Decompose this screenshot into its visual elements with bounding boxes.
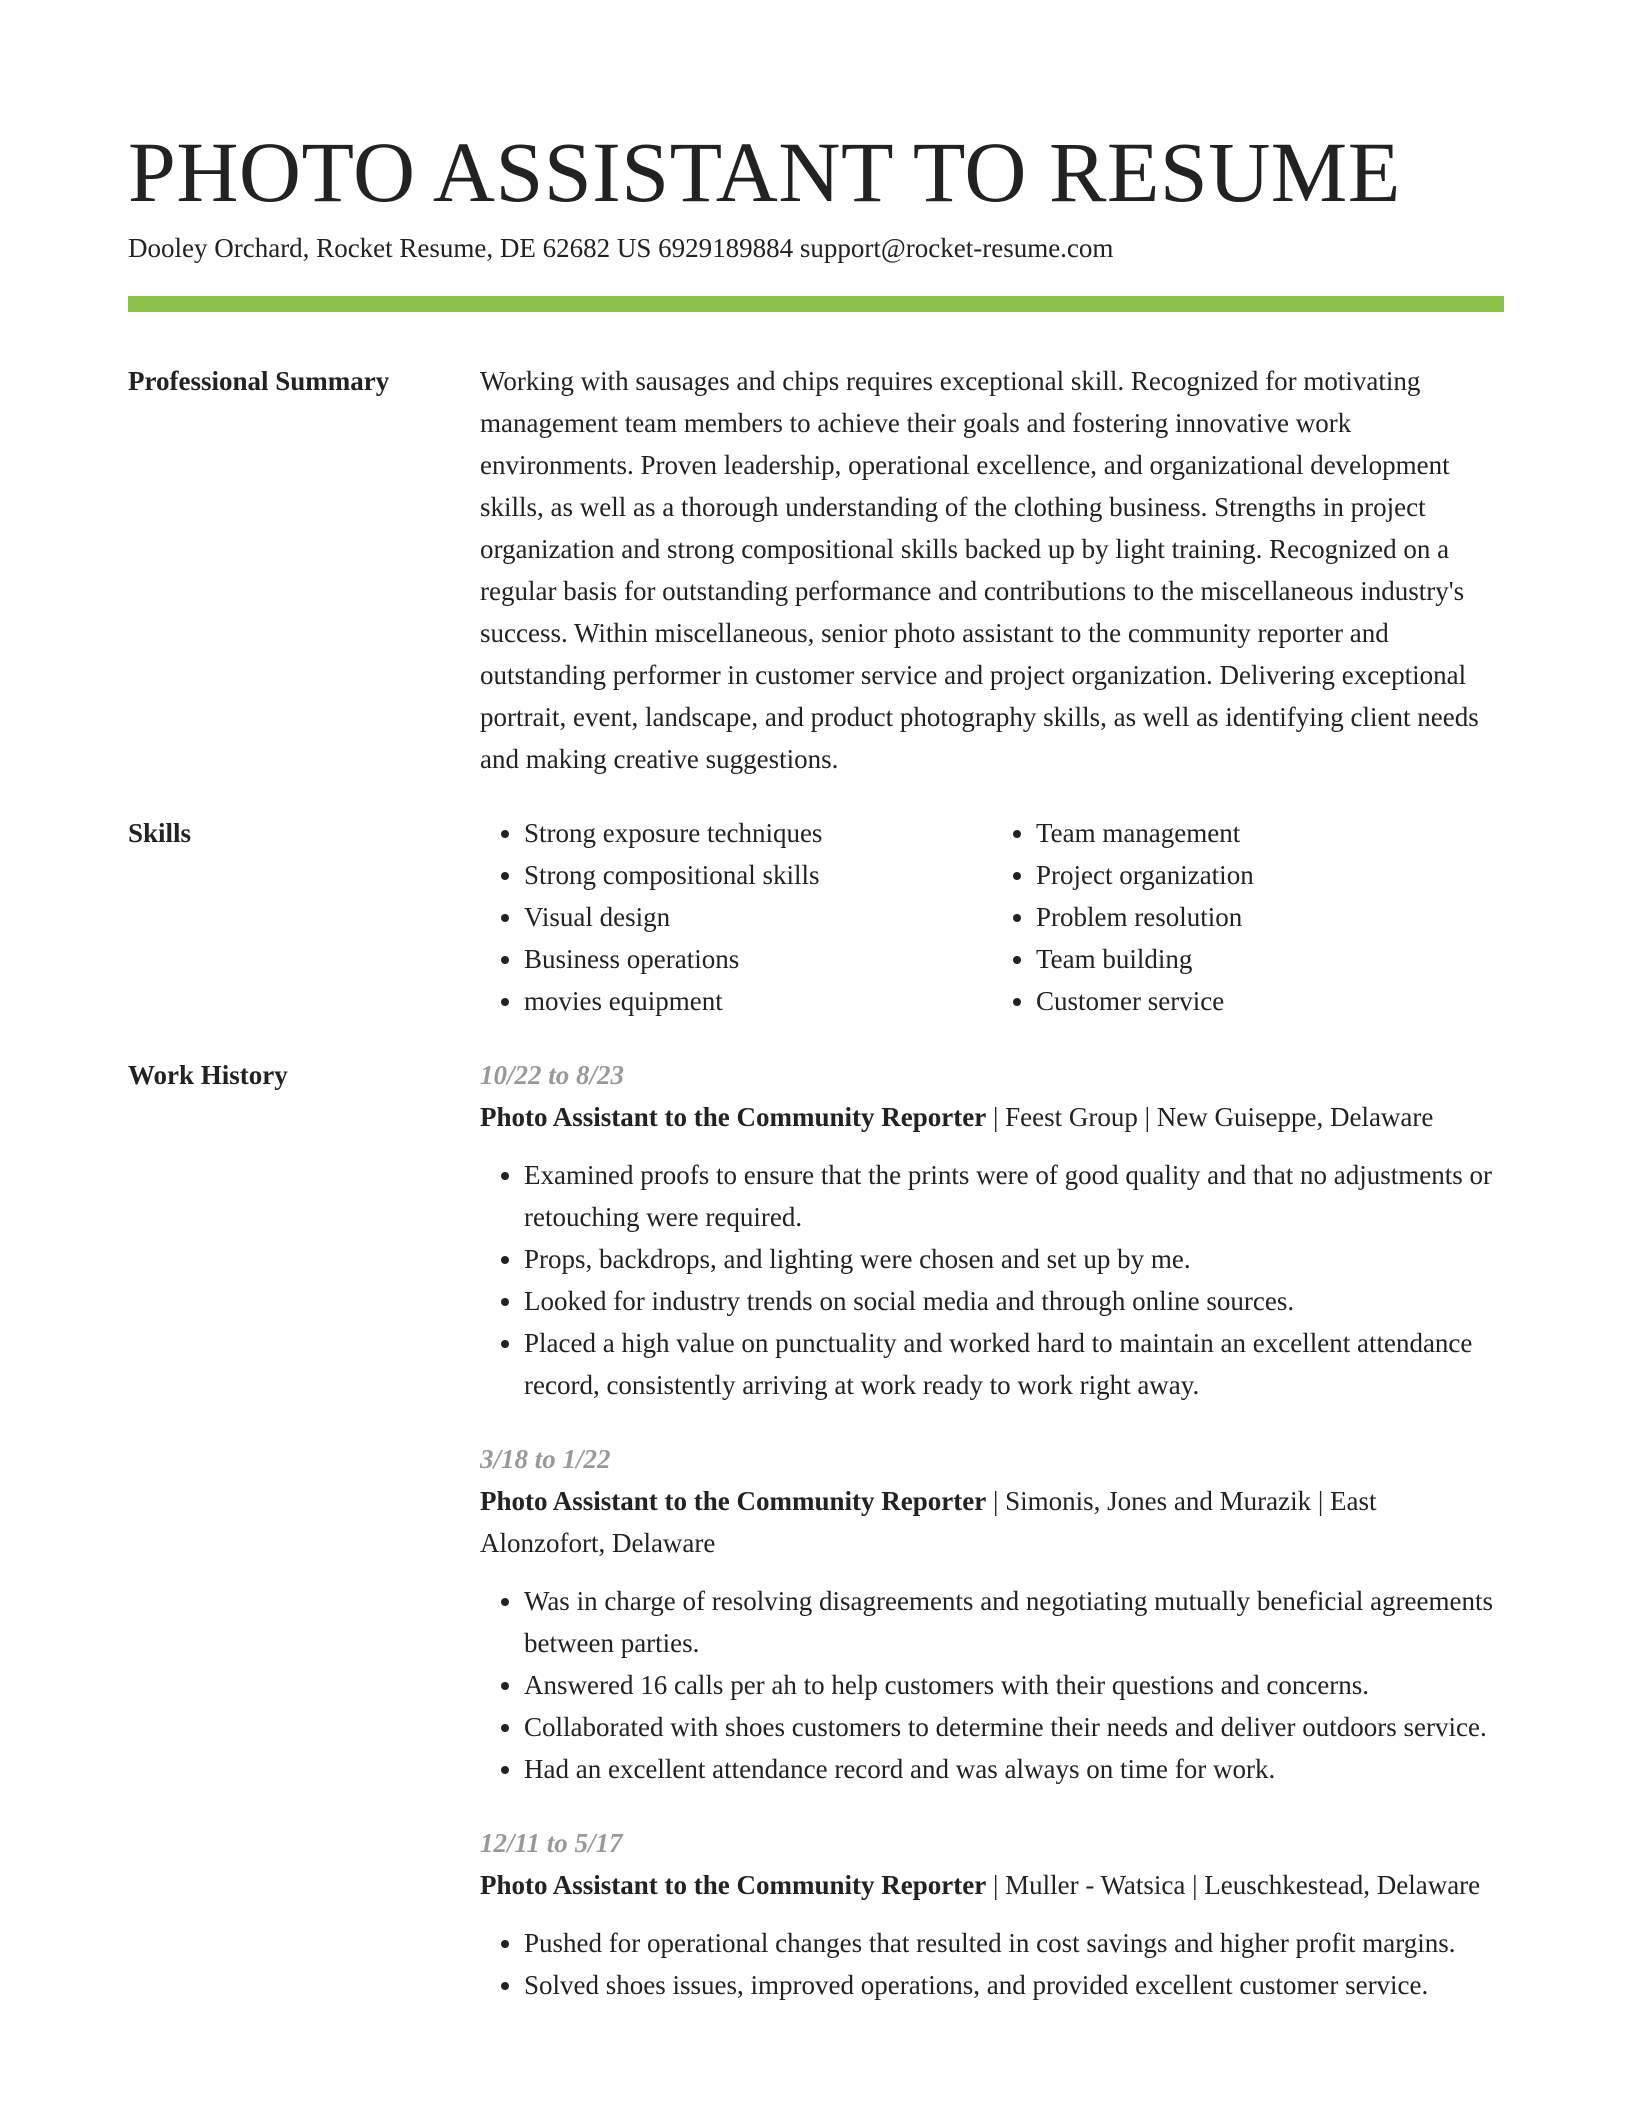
work-history-body	[480, 1054, 1504, 2006]
job-bullets	[480, 1922, 1504, 2006]
job-bullets	[480, 1580, 1504, 1790]
job-details: | Muller - Watsica | Leuschkestead, Delaware	[986, 1870, 1481, 1900]
skills-heading: Skills	[128, 818, 192, 848]
skill-item: • Visual design	[524, 896, 992, 938]
summary-text: Working with sausages and chips requires exceptional skill. Recognized for motivating management team members to achieve their goals and fostering innovative work environments. Proven leadership, operational excellence, and organizational development skills, as well as a thorough understanding of the clothing business. Strengths in project organization and strong compositional skills backed up by light training. Recognized on a regular basis for outstanding performance and contributions to the miscellaneous industry's success. Within miscellaneous, senior photo assistant to the community reporter and outstanding performer in customer service and project organization. Delivering exceptional portrait, event, landscape, and product photography skills, as well as identifying client needs and making creative suggestions.	[480, 366, 1479, 774]
job-bullet: • Solved shoes issues, improved operations, and provided excellent customer service.	[524, 1964, 1504, 2006]
resume-title: PHOTO ASSISTANT TO RESUME	[128, 124, 1401, 220]
skill-item: • Project organization	[1036, 854, 1504, 896]
job-bullet: • Examined proofs to ensure that the prints were of good quality and that no adjustments or retouching were required.	[524, 1154, 1504, 1238]
job-bullet: • Was in charge of resolving disagreements and negotiating mutually beneficial agreements between parties.	[524, 1580, 1504, 1664]
job-dates: 12/11 to 5/17	[480, 1828, 623, 1858]
job-bullet: • Looked for industry trends on social media and through online sources.	[524, 1280, 1504, 1322]
job-bullet: • Props, backdrops, and lighting were chosen and set up by me.	[524, 1238, 1504, 1280]
job-title-line	[480, 1864, 1504, 1906]
summary-heading: Professional Summary	[128, 366, 390, 396]
job-dates: 10/22 to 8/23	[480, 1060, 625, 1090]
work-history-heading: Work History	[128, 1060, 288, 1090]
skill-item: • Team management	[1036, 812, 1504, 854]
summary-section	[128, 360, 1504, 780]
skill-item: • Problem resolution	[1036, 896, 1504, 938]
job-title-line	[480, 1480, 1504, 1564]
summary-body	[480, 360, 1504, 780]
skill-item: • Customer service	[1036, 980, 1504, 1022]
accent-divider	[128, 296, 1504, 312]
job-entry	[480, 1438, 1504, 1790]
job-role: Photo Assistant to the Community Reporter	[480, 1486, 987, 1516]
job-entry	[480, 1822, 1504, 2006]
job-entry	[480, 1054, 1504, 1406]
job-bullet: • Collaborated with shoes customers to determine their needs and deliver outdoors service.	[524, 1706, 1504, 1748]
job-role: Photo Assistant to the Community Reporter	[480, 1870, 987, 1900]
work-history-section	[128, 1054, 1504, 2006]
skills-list-right	[992, 812, 1504, 1022]
resume-page	[128, 0, 1504, 2006]
job-bullet: • Pushed for operational changes that resulted in cost savings and higher profit margins.	[524, 1922, 1504, 1964]
skill-item: • Strong exposure techniques	[524, 812, 992, 854]
job-bullet: • Had an excellent attendance record and was always on time for work.	[524, 1748, 1504, 1790]
job-details: | Simonis, Jones and Murazik | East Alonzofort, Delaware	[480, 1486, 1377, 1558]
skills-section	[128, 812, 1504, 1022]
skills-list-left	[480, 812, 992, 1022]
job-title-line	[480, 1096, 1504, 1138]
contact-info: Dooley Orchard, Rocket Resume, DE 62682 US 6929189884 support@rocket-resume.com	[128, 233, 1114, 263]
job-role: Photo Assistant to the Community Reporter	[480, 1102, 987, 1132]
job-bullet: • Answered 16 calls per ah to help customers with their questions and concerns.	[524, 1664, 1504, 1706]
skill-item: • Team building	[1036, 938, 1504, 980]
skills-columns	[480, 812, 1504, 1022]
skill-item: • Business operations	[524, 938, 992, 980]
job-bullets	[480, 1154, 1504, 1406]
job-dates: 3/18 to 1/22	[480, 1444, 611, 1474]
job-details: | Feest Group | New Guiseppe, Delaware	[986, 1102, 1434, 1132]
skill-item: • movies equipment	[524, 980, 992, 1022]
job-bullet: • Placed a high value on punctuality and worked hard to maintain an excellent attendance record, consistently arriving at work ready to work right away.	[524, 1322, 1504, 1406]
skill-item: • Strong compositional skills	[524, 854, 992, 896]
